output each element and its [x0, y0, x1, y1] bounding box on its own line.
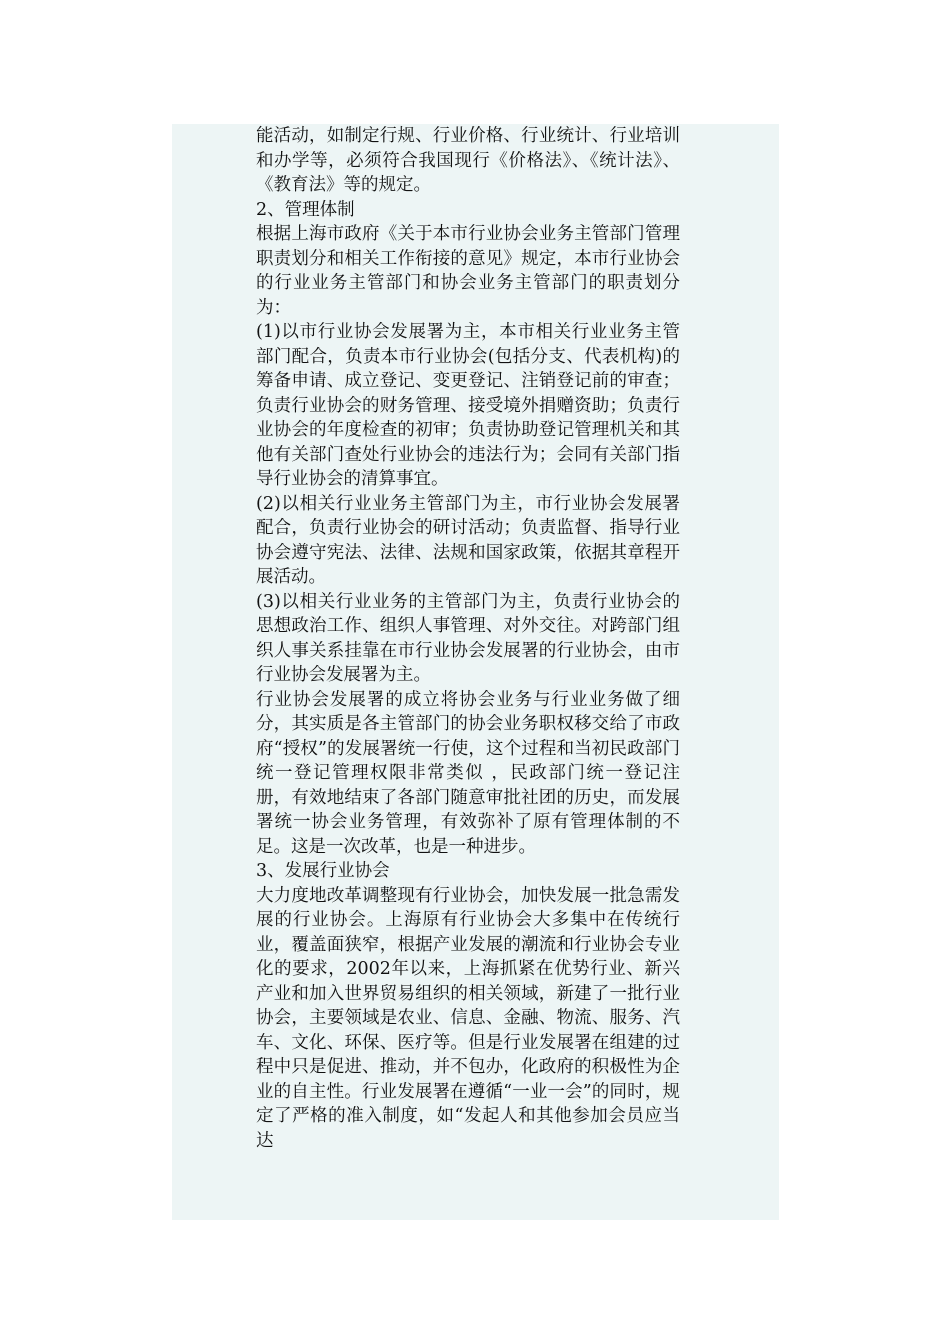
paragraph-development: 大力度地改革调整现有行业协会，加快发展一批急需发展的行业协会。上海原有行业协会大多集中在传统行业，覆盖面狭窄，根据产业发展的潮流和行业协会专业化的要求，2002年以来，上海抓紧在优势行业、新兴产业和加入世界贸易组织的相关领域，新建了一批行业协会，主要领域是农业、信息、金融、物流、服务、汽车、文化、环保、医疗等。但是行业发展署在组建的过程中只是促进、推动，并不包办，化政府的积极性为企业的自主性。行业发展署在遵循“一业一会”的同时，规定了严格的准入制度，如“发起人和其他参加会员应当达 [256, 885, 680, 1151]
document-body [256, 124, 680, 1153]
section-heading-management: 2、管理体制 [256, 199, 355, 220]
document-page [172, 124, 779, 1220]
list-item-1: (1)以市行业协会发展署为主，本市相关行业业务主管部门配合，负责本市行业协会(包括分支、代表机构)的筹备申请、成立登记、变更登记、注销登记前的审查；负责行业协会的财务管理、接受境外捐赠资助；负责行业协会的年度检查的初审；负责协助登记管理机关和其他有关部门查处行业协会的违法行为；会同有关部门指导行业协会的清算事宜。 [256, 322, 680, 489]
paragraph-management-basis: 根据上海市政府《关于本市行业协会业务主管部门管理职责划分和相关工作衔接的意见》规定，本市行业协会的行业业务主管部门和协会业务主管部门的职责划分为： [256, 224, 680, 318]
section-heading-development: 3、发展行业协会 [256, 861, 390, 881]
list-item-2: (2)以相关行业业务主管部门为主，市行业协会发展署配合，负责行业协会的研讨活动；负责监督、指导行业协会遵守宪法、法律、法规和国家政策，依据其章程开展活动。 [256, 493, 680, 587]
list-item-3: (3)以相关行业业务的主管部门为主，负责行业协会的思想政治工作、组织人事管理、对外交往。对跨部门组织人事关系挂靠在市行业协会发展署的行业协会，由市行业协会发展署为主。 [256, 591, 680, 685]
paragraph-intro-continued: 能活动，如制定行规、行业价格、行业统计、行业培训和办学等，必须符合我国现行《价格法》、《统计法》、《教育法》等的规定。 [256, 126, 680, 195]
paragraph-analysis: 行业协会发展署的成立将协会业务与行业业务做了细分，其实质是各主管部门的协会业务职权移交给了市政府“授权”的发展署统一行使，这个过程和当初民政部门统一登记管理权限非常类似 ，民政部门统一登记注册，有效地结束了各部门随意审批社团的历史，而发展署统一协会业务管理，有效弥补了原有管理体制的不足。这是一次改革，也是一种进步。 [256, 689, 680, 857]
